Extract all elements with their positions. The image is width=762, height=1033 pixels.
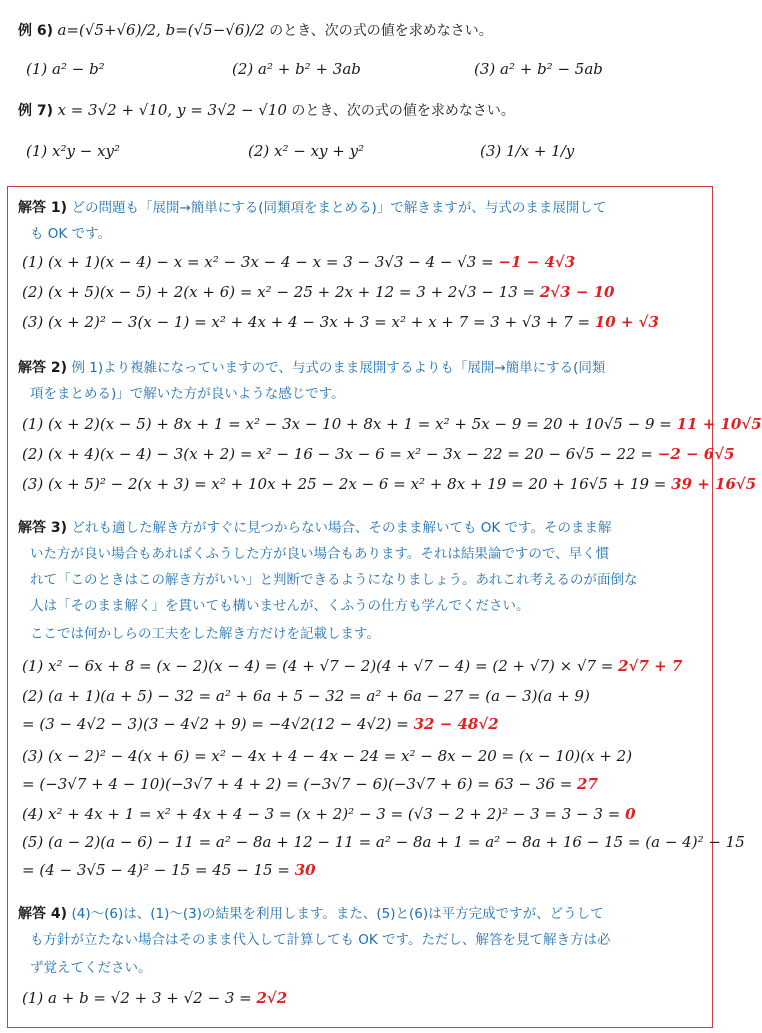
answer-3-note-4: 人は「そのまま解く」を貫いても構いませんが、くふうの仕方も学んでください。 [30, 598, 530, 614]
answer-4-row-1-result: 2√2 [256, 989, 288, 1007]
answer-3-row-2-expr: (2) (a + 1)(a + 5) − 32 = a² + 6a + 5 − 32 = a² + 6a − 27 = (a − 3)(a + 9) [22, 687, 590, 705]
example-7-question-1: (1) x²y − xy² [26, 142, 121, 160]
answer-3-row-8-expr: = (4 − 3√5 − 4)² − 15 = 45 − 15 = [22, 861, 290, 879]
example-6-question-2: (2) a² + b² + 3ab [232, 60, 361, 78]
answer-1-note-2: も OK です。 [30, 226, 111, 242]
answer-4-note-1: (4)～(6)は、(1)～(3)の結果を利用します。また、(5)と(6)は平方完成ですが、どうして [71, 906, 604, 922]
example-6-definitions: a=(√5+√6)/2, b=(√5−√6)/2 [57, 21, 265, 39]
answer-4-note-2: も方針が立たない場合はそのまま代入して計算しても OK です。ただし、解答を見て解き方は必 [30, 932, 611, 948]
answer-3-row-6 [22, 804, 636, 824]
answer-4-note-3: ず覚えてください。 [30, 960, 152, 976]
answer-3-row-8 [22, 860, 316, 880]
answer-1-row-2-expr: (2) (x + 5)(x − 5) + 2(x + 6) = x² − 25 + 2x + 12 = 3 + 2√3 − 13 = [22, 283, 536, 301]
example-6-label: 例 6) [18, 23, 54, 39]
answer-3-row-6-expr: (4) x² + 4x + 1 = x² + 4x + 4 − 3 = (x + 2)² − 3 = (√3 − 2 + 2)² − 3 = 3 − 3 = [22, 805, 621, 823]
answer-3-row-5 [22, 774, 598, 794]
answer-2-label: 解答 2) [18, 360, 68, 376]
answer-3-label: 解答 3) [18, 520, 68, 536]
answer-3-note-line-1 [18, 518, 611, 538]
answer-3-row-1-result: 2√7 + 7 [618, 657, 683, 675]
answer-4-row-1-expr: (1) a + b = √2 + 3 + √2 − 3 = [22, 989, 252, 1007]
answer-2-note-2: 項をまとめる)」で解いた方が良いような感じです。 [30, 386, 345, 402]
answer-3-row-4-expr: (3) (x − 2)² − 4(x + 6) = x² − 4x + 4 − 4x − 24 = x² − 8x − 20 = (x − 10)(x + 2) [22, 747, 633, 765]
example-7-question-2: (2) x² − xy + y² [248, 142, 365, 160]
answer-3-row-8-result: 30 [294, 861, 316, 879]
answer-3-note-1: どれも適した解き方がすぐに見つからない場合、そのまま解いても OK です。そのまま解 [71, 520, 612, 536]
answer-2-row-1 [22, 414, 762, 434]
example-6-question-3: (3) a² + b² − 5ab [474, 60, 603, 78]
answer-1-note-line-1 [18, 198, 606, 218]
answer-3-row-1 [22, 656, 682, 676]
example-7-label: 例 7) [18, 103, 54, 119]
answer-1-row-1-expr: (1) (x + 1)(x − 4) − x = x² − 3x − 4 − x = 3 − 3√3 − 4 − √3 = [22, 253, 494, 271]
answer-4-note-line-1 [18, 904, 604, 924]
answer-3-row-5-expr: = (−3√7 + 4 − 10)(−3√7 + 4 + 2) = (−3√7 − 6)(−3√7 + 6) = 63 − 36 = [22, 775, 573, 793]
example-7-definitions: x = 3√2 + √10, y = 3√2 − √10 [57, 101, 287, 119]
example-6-heading [18, 20, 493, 41]
answer-2-row-3-expr: (3) (x + 5)² − 2(x + 3) = x² + 10x + 25 − 2x − 6 = x² + 8x + 19 = 20 + 16√5 + 19 = [22, 475, 667, 493]
answer-3-row-3 [22, 714, 499, 734]
example-7-instruction: のとき、次の式の値を求めなさい。 [291, 103, 515, 119]
answer-3-row-3-result: 32 − 48√2 [413, 715, 499, 733]
answer-3-row-5-result: 27 [577, 775, 598, 793]
answer-3-row-1-expr: (1) x² − 6x + 8 = (x − 2)(x − 4) = (4 + √7 − 2)(4 + √7 − 4) = (2 + √7) × √7 = [22, 657, 614, 675]
example-6-question-1: (1) a² − b² [26, 60, 105, 78]
answer-1-row-2 [22, 282, 615, 302]
answer-3-row-6-result: 0 [625, 805, 636, 823]
answer-4-row-1 [22, 988, 287, 1008]
answer-4-label: 解答 4) [18, 906, 68, 922]
answer-1-row-1-result: −1 − 4√3 [498, 253, 576, 271]
answer-1-row-3 [22, 312, 659, 332]
answer-2-note-line-1 [18, 358, 605, 378]
answer-1-row-2-result: 2√3 − 10 [539, 283, 615, 301]
example-6-instruction: のとき、次の式の値を求めなさい。 [269, 23, 493, 39]
answer-3-note-5: ここでは何かしらの工夫をした解き方だけを記載します。 [30, 626, 380, 642]
answer-1-row-3-expr: (3) (x + 2)² − 3(x − 1) = x² + 4x + 4 − 3x + 3 = x² + x + 7 = 3 + √3 + 7 = [22, 313, 591, 331]
example-7-question-3: (3) 1/x + 1/y [480, 142, 575, 160]
answer-3-row-4 [22, 746, 632, 766]
answer-2-row-2-result: −2 − 6√5 [657, 445, 735, 463]
answer-1-note-1: どの問題も「展開→簡単にする(同類項をまとめる)」で解きますが、与式のまま展開して [71, 200, 607, 216]
answer-3-note-2: いた方が良い場合もあればくふうした方が良い場合もあります。それは結果論ですので、早く慣 [30, 546, 610, 562]
answer-2-note-1: 例 1)より複雑になっていますので、与式のまま展開するよりも「展開→簡単にする(同類 [71, 360, 606, 376]
answer-2-row-3 [22, 474, 756, 494]
answer-3-row-7-expr: (5) (a − 2)(a − 6) − 11 = a² − 8a + 12 − 11 = a² − 8a + 1 = a² − 8a + 16 − 15 = (a − 4)² − 15 [22, 833, 745, 851]
answer-2-row-1-result: 11 + 10√5 [676, 415, 762, 433]
answer-1-row-3-result: 10 + √3 [594, 313, 659, 331]
answer-2-row-2-expr: (2) (x + 4)(x − 4) − 3(x + 2) = x² − 16 − 3x − 6 = x² − 3x − 22 = 20 − 6√5 − 22 = [22, 445, 653, 463]
answer-3-row-2 [22, 686, 590, 706]
answer-3-note-3: れて「このときはこの解き方がいい」と判断できるようになりましょう。あれこれ考えるのが面倒な [30, 572, 638, 588]
answer-2-row-1-expr: (1) (x + 2)(x − 5) + 8x + 1 = x² − 3x − 10 + 8x + 1 = x² + 5x − 9 = 20 + 10√5 − 9 = [22, 415, 672, 433]
answer-1-label: 解答 1) [18, 200, 68, 216]
answer-2-row-3-result: 39 + 16√5 [671, 475, 757, 493]
answer-3-row-7 [22, 832, 745, 852]
answer-3-row-3-expr: = (3 − 4√2 − 3)(3 − 4√2 + 9) = −4√2(12 − 4√2) = [22, 715, 409, 733]
answer-1-row-1 [22, 252, 575, 272]
answer-2-row-2 [22, 444, 735, 464]
example-7-heading [18, 100, 515, 121]
